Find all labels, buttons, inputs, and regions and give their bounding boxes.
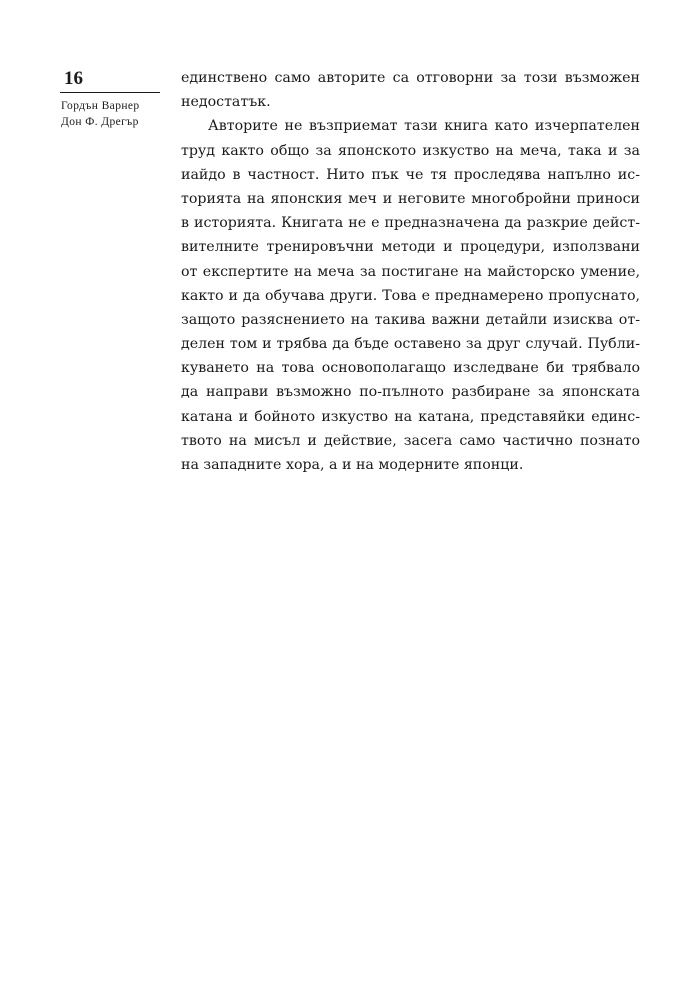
text-line: труд както общо за японското изкуство на меча, така и за xyxy=(181,142,640,159)
text-line: иайдо в частност. Нито пък че тя проследява напълно ис- xyxy=(181,166,640,183)
text-line: в историята. Книгата не е предназначена да разкрие дейст- xyxy=(181,215,640,232)
body-text xyxy=(181,66,640,477)
text-line: Авторите не възприемат тази книга като изчерпателен xyxy=(208,118,640,135)
paragraph-2 xyxy=(181,114,640,477)
text-line: торията на японския меч и неговите многобройни приноси xyxy=(181,190,640,207)
paragraph-1 xyxy=(181,66,640,114)
text-line: недостатък. xyxy=(181,94,271,111)
running-header xyxy=(60,68,160,130)
author-name-2: Дон Ф. Дрегър xyxy=(61,116,139,128)
page-number: 16 xyxy=(64,68,83,89)
text-line: куването на това основополагащо изследване би трябвало xyxy=(181,360,640,377)
text-line: делен том и трябва да бъде оставено за друг случай. Публи- xyxy=(181,336,640,353)
text-line: вителните тренировъчни методи и процедури, използвани xyxy=(181,239,640,256)
text-line: от експертите на меча за постигане на майсторско умение, xyxy=(181,263,640,280)
author-name-1: Гордън Варнер xyxy=(61,100,140,112)
text-line: катана и бойното изкуство на катана, представяйки единс- xyxy=(181,408,640,425)
text-line: на западните хора, а и на модерните японци. xyxy=(181,457,524,473)
text-line: защото разяснението на такива важни детайли изисква от- xyxy=(181,311,640,328)
text-line: да направи възможно по-пълното разбиране за японската xyxy=(181,384,640,401)
header-rule xyxy=(60,92,160,93)
text-line: твото на мисъл и действие, засега само частично познато xyxy=(181,432,640,449)
text-line: както и да обучава други. Това е преднамерено пропуснато, xyxy=(181,287,640,304)
text-line: единствено само авторите са отговорни за този възможен xyxy=(181,70,640,86)
